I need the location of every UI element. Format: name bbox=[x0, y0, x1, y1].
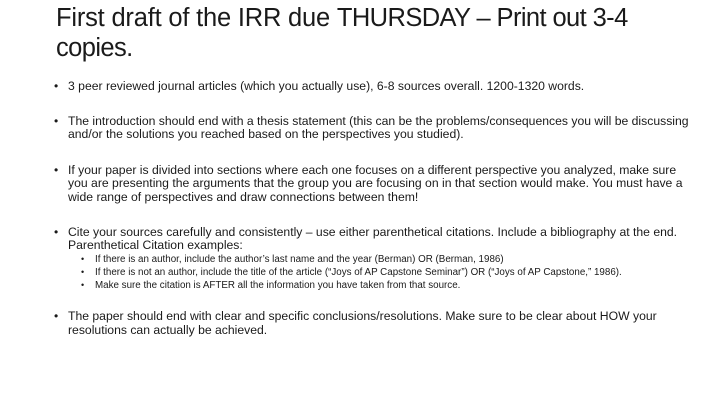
bullet-list bbox=[54, 80, 694, 337]
bullet-item-sections bbox=[54, 164, 694, 205]
bullet-text: The paper should end with clear and specific conclusions/resolutions. Make sure to be clear about HOW your resolutions can actually be achieved. bbox=[68, 308, 657, 337]
sub-item-text: If there is an author, include the author’s last name and the year (Berman) OR (Berman, 1986) bbox=[95, 253, 504, 265]
title-emphasis: THURSDAY – Print out 3-4 copies. bbox=[56, 4, 628, 62]
slide-title bbox=[56, 3, 676, 63]
sub-bullet-dot-icon: • bbox=[81, 279, 85, 290]
sub-bullet-dot-icon: • bbox=[81, 266, 85, 277]
bullet-text: The introduction should end with a thesis statement (this can be the problems/consequences you will be discussing and/or the solutions you reached based on the perspectives you studied). bbox=[68, 113, 689, 142]
bullet-text: 3 peer reviewed journal articles (which you actually use), 6-8 sources overall. 1200-1320 words. bbox=[68, 79, 585, 93]
bullet-dot-icon: • bbox=[54, 162, 59, 177]
bullet-dot-icon: • bbox=[54, 308, 59, 323]
bullet-text: Cite your sources carefully and consistently – use either parenthetical citations. Include a bibliography at the end. Parenthetical Citation examples: bbox=[68, 224, 678, 253]
bullet-item-introduction bbox=[54, 115, 694, 142]
bullet-item-conclusion bbox=[54, 310, 694, 337]
bullet-item-sources bbox=[54, 80, 694, 94]
sub-item-text: If there is not an author, include the title of the article (“Joys of AP Capstone Seminar”) OR (“Joys of AP Capstone,” 1986). bbox=[95, 266, 622, 278]
title-plain: First draft of the IRR due bbox=[56, 4, 337, 32]
sub-item-author bbox=[68, 254, 694, 265]
bullet-item-citations bbox=[54, 226, 694, 291]
bullet-dot-icon: • bbox=[54, 113, 59, 128]
sub-item-placement bbox=[68, 280, 694, 291]
bullet-dot-icon: • bbox=[54, 79, 59, 93]
citation-sub-list bbox=[68, 254, 694, 291]
sub-item-text: Make sure the citation is AFTER all the information you have taken from that source. bbox=[95, 279, 461, 291]
sub-bullet-dot-icon: • bbox=[81, 253, 85, 264]
bullet-text: If your paper is divided into sections where each one focuses on a different perspective you analyzed, make sure you are presenting the arguments that the group you are focusing on in that section would make. You must have a wide range of perspectives and draw connections between them! bbox=[68, 162, 683, 204]
bullet-dot-icon: • bbox=[54, 224, 59, 239]
sub-item-no-author bbox=[68, 267, 694, 278]
